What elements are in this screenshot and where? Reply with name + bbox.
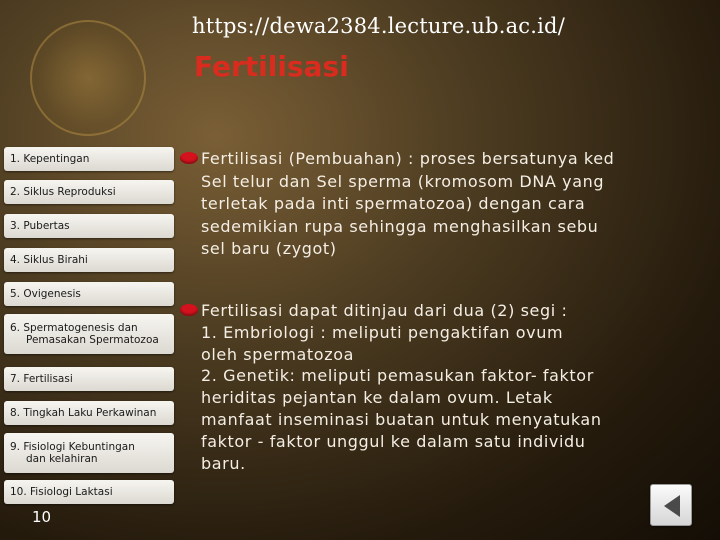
sidebar-item-label: 5. Ovigenesis [10,288,81,300]
sidebar-item-ovigenesis[interactable] [4,282,174,306]
sidebar-item-spermatogenesis[interactable] [4,314,174,354]
red-bullet-icon [180,304,198,316]
sidebar-item-siklus-reproduksi[interactable] [4,180,174,204]
sidebar-item-label: 2. Siklus Reproduksi [10,186,116,198]
sidebar-item-sublabel: Pemasakan Spermatozoa [26,334,159,346]
sidebar-item-siklus-birahi[interactable] [4,248,174,272]
sidebar-item-label: 7. Fertilisasi [10,373,73,385]
sidebar-item-kepentingan[interactable] [4,147,174,171]
page-number: 10 [32,508,52,526]
back-arrow-icon [662,494,682,518]
sidebar-item-tingkah-laku[interactable] [4,401,174,425]
sidebar-item-pubertas[interactable] [4,214,174,238]
university-logo [30,20,146,136]
aspects-text: Fertilisasi dapat ditinjau dari dua (2) segi : 1. Embriologi : meliputi pengaktifan ovum oleh spermatozoa 2. Genetik: meliputi pemasukan faktor- faktor heriditas pejantan ke dalam ovum. Letak manfaat inseminasi buatan untuk menyatukan faktor - faktor unggul ke dalam satu individu baru. [201,301,602,473]
sidebar-item-label: 9. Fisiologi Kebuntingan [10,441,135,453]
sidebar-item-label: 8. Tingkah Laku Perkawinan [10,407,157,419]
sidebar-item-label: 6. Spermatogenesis dan [10,322,138,334]
sidebar-item-label: 1. Kepentingan [10,153,90,165]
course-url: https://dewa2384.lecture.ub.ac.id/ [192,14,565,38]
sidebar-item-fisiologi-kebuntingan[interactable] [4,433,174,473]
slide-title: Fertilisasi [194,50,349,83]
sidebar-item-label: 4. Siklus Birahi [10,254,88,266]
sidebar-item-sublabel: dan kelahiran [26,453,98,465]
sidebar-item-label: 10. Fisiologi Laktasi [10,486,113,498]
sidebar-item-fertilisasi[interactable] [4,367,174,391]
sidebar-item-label: 3. Pubertas [10,220,70,232]
back-button[interactable] [650,484,692,526]
sidebar-item-fisiologi-laktasi[interactable] [4,480,174,504]
red-bullet-icon [180,152,198,164]
definition-text: Fertilisasi (Pembuahan) : proses bersatunya ked Sel telur dan Sel sperma (kromosom DNA yang terletak pada inti spermatozoa) dengan cara sedemikian rupa sehingga menghasilkan sebu sel baru (zygot) [201,149,615,258]
